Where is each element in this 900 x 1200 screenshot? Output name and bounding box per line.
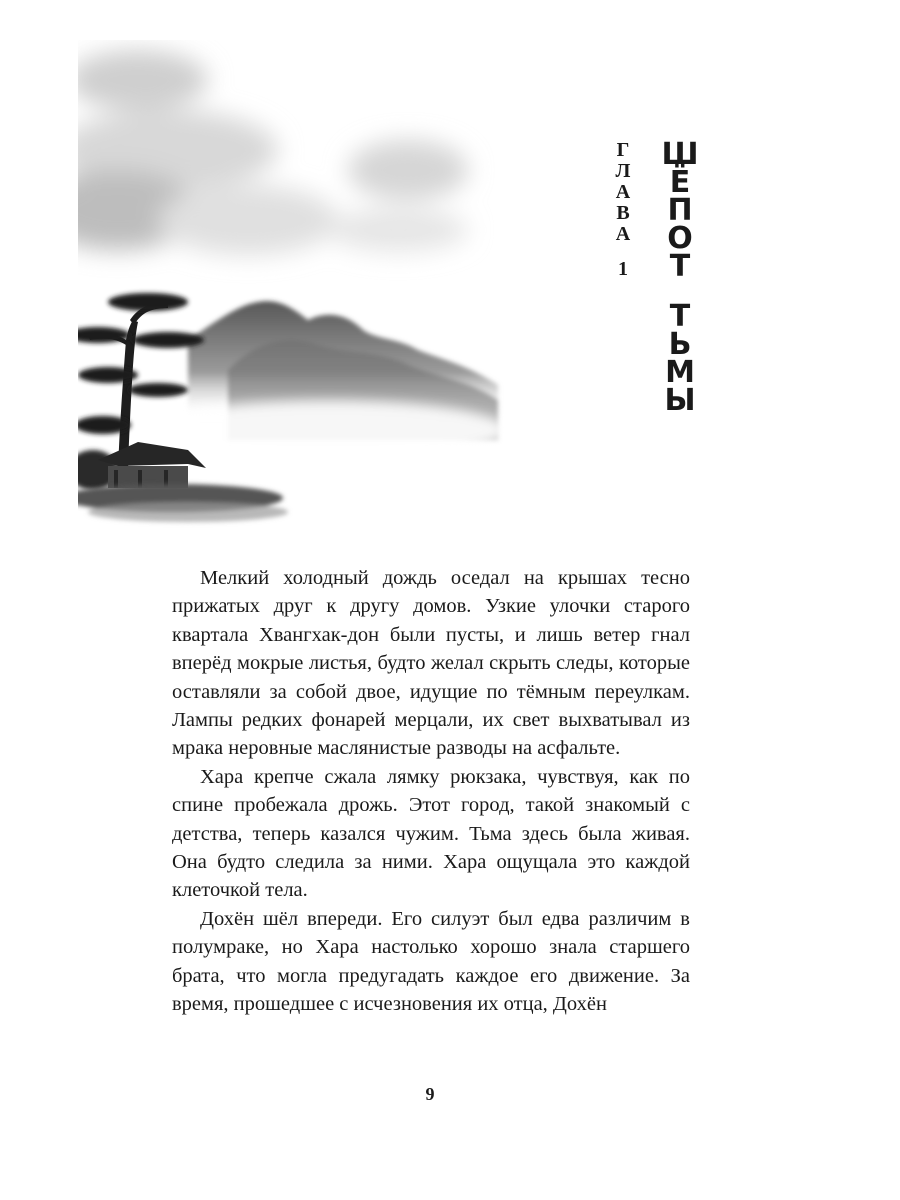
chapter-label-letter: А [615, 181, 631, 203]
chapter-title-letter: Ш [661, 137, 699, 172]
chapter-label-letter: Л [615, 160, 631, 182]
paragraph: Мелкий холодный дождь оседал на крышах тесно прижатых друг к другу домов. Узкие улочки старого квартала Хвангхак-дон были пусты, и лишь ветер гнал вперёд мокрые листья, будто желал скрыть следы, которые оставляли за собой двое, идущие по тёмным переулкам. Лампы редких фонарей мерцали, их свет выхватывал из мрака неровные маслянистые разводы на асфальте. [172, 567, 690, 760]
chapter-body-text [172, 564, 690, 1019]
chapter-title-letter: О [667, 221, 693, 256]
chapter-title-letter: М [665, 355, 695, 390]
chapter-title-letter: Ы [664, 383, 696, 418]
chapter-title-letter: Т [669, 249, 691, 284]
chapter-label-letter: А [615, 223, 631, 245]
clouds [78, 50, 468, 255]
chapter-title-letter: Т [669, 299, 691, 334]
chapter-label-letter: В [616, 202, 630, 224]
chapter-number: 1 [618, 258, 628, 280]
chapter-label [600, 140, 646, 280]
page-number: 9 [425, 1084, 435, 1104]
chapter-label-letter: Г [616, 139, 630, 161]
chapter-title [650, 137, 710, 418]
paragraph: Хара крепче сжала лямку рюкзака, чувствуя, как по спине пробежала дрожь. Этот город, такой знакомый с детства, теперь казался чужим. Тьма здесь была живая. Она будто следила за ними. Хара ощущала это каждой клеточкой тела. [172, 765, 690, 902]
chapter-title-letter: П [667, 193, 693, 228]
chapter-title-letter: Ь [668, 327, 692, 362]
chapter-title-letter: Ё [669, 165, 691, 200]
ink-landscape-illustration [78, 40, 508, 530]
paragraph: Дохён шёл впереди. Его силуэт был едва различим в полумраке, но Хара настолько хорошо знала старшего брата, что могла предугадать каждое его движение. За время, прошедшее с исчезновения их отца, Дохён [172, 907, 690, 1016]
ground [78, 484, 288, 522]
